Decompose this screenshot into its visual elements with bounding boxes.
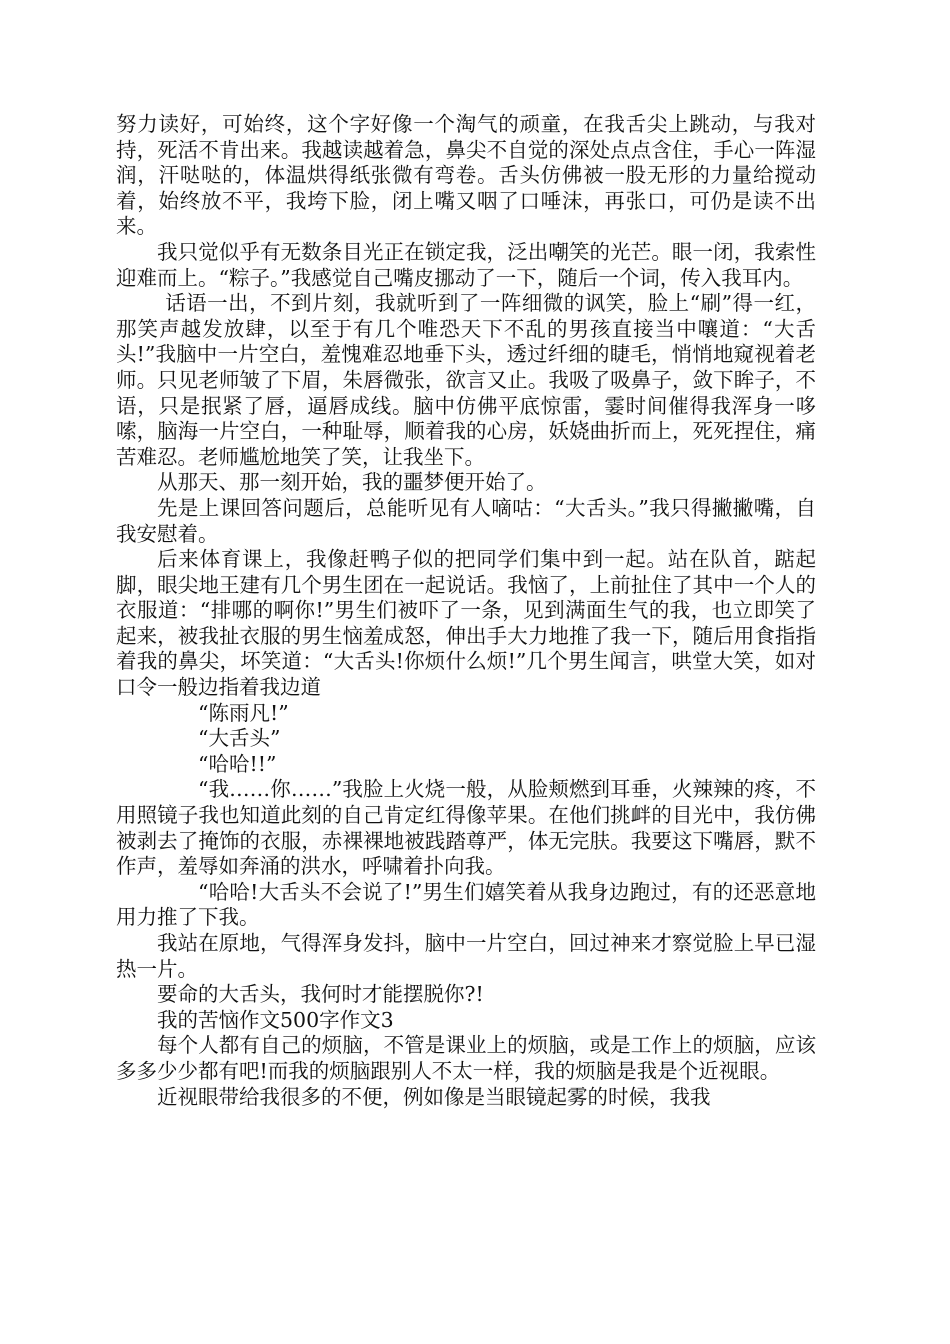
article-body (116, 112, 816, 1110)
section-heading: 我的苦恼作文500字作文3 (157, 1007, 394, 1032)
paragraph: 先是上课回答问题后，总能听见有人嘀咕：“大舌头。”我只得撇撇嘴，自我安慰着。 (116, 495, 816, 546)
paragraph: “我……你……”我脸上火烧一般，从脸颊燃到耳垂，火辣辣的疼，不用照镜子我也知道此刻的自己肯定红得像苹果。在他们挑衅的目光中，我仿佛被剥去了掩饰的衣服，赤裸裸地被践踏尊严，体无完肤。我要这下嘴唇，默不作声，羞辱如奔涌的洪水，呼啸着扑向我。 (116, 777, 816, 879)
paragraph: 从那天、那一刻开始，我的噩梦便开始了。 (157, 470, 547, 495)
paragraph: 近视眼带给我很多的不便，例如像是当眼镜起雾的时候，我我 (157, 1084, 711, 1109)
paragraph: 要命的大舌头，我何时才能摆脱你?! (157, 982, 484, 1007)
paragraph: 话语一出，不到片刻，我就听到了一阵细微的讽笑，脸上“刷”得一红，那笑声越发放肆，以至于有几个唯恐天下不乱的男孩直接当中嚷道：“大舌头!”我脑中一片空白，羞愧难忍地垂下头，透过纤细的睫毛，悄悄地窥视着老师。只见老师皱了下眉，朱唇微张，欲言又止。我吸了吸鼻子，敛下眸子，不语，只是抿紧了唇，逼唇成线。脑中仿佛平底惊雷，霎时间催得我浑身一哆嗦，脑海一片空白，一种耻辱，顺着我的心房，妖娆曲折而上，死死捏住，痛苦难忍。老师尴尬地笑了笑，让我坐下。 (116, 291, 816, 469)
paragraph: 每个人都有自己的烦脑，不管是课业上的烦脑，或是工作上的烦脑，应该多多少少都有吧!而我的烦脑跟别人不太一样，我的烦脑是我是个近视眼。 (116, 1033, 816, 1083)
paragraph: “哈哈!大舌头不会说了!”男生们嬉笑着从我身边跑过，有的还恶意地用力推了下我。 (116, 879, 816, 930)
paragraph: 我只觉似乎有无数条目光正在锁定我，泛出嘲笑的光芒。眼一闭，我索性迎难而上。“粽子。”我感觉自己嘴皮挪动了一下，随后一个词，传入我耳内。 (116, 239, 816, 290)
paragraph: 我站在原地，气得浑身发抖，脑中一片空白，回过神来才察觉脸上早已湿热一片。 (116, 931, 816, 981)
paragraph: 努力读好，可始终，这个字好像一个淘气的顽童，在我舌尖上跳动，与我对持，死活不肯出来。我越读越着急，鼻尖不自觉的深处点点含住，手心一阵湿润，汗哒哒的，体温烘得纸张微有弯卷。舌头仿佛被一股无形的力量给搅动着，始终放不平，我垮下脸，闭上嘴又咽了口唾沫，再张口，可仍是读不出来。 (116, 112, 816, 239)
dialogue-line: “大舌头” (198, 726, 281, 751)
dialogue-line: “哈哈!!” (198, 751, 277, 776)
dialogue-line: “陈雨凡!” (198, 700, 289, 725)
paragraph: 后来体育课上，我像赶鸭子似的把同学们集中到一起。站在队首，踮起脚，眼尖地王建有几个男生团在一起说话。我恼了，上前扯住了其中一个人的衣服道：“排哪的啊你!”男生们被吓了一条，见到满面生气的我，也立即笑了起来，被我扯衣服的男生恼羞成怒，伸出手大力地推了我一下，随后用食指指着我的鼻尖，坏笑道：“大舌头!你烦什么烦!”几个男生闻言，哄堂大笑，如对口令一般边指着我边道 (116, 547, 816, 700)
